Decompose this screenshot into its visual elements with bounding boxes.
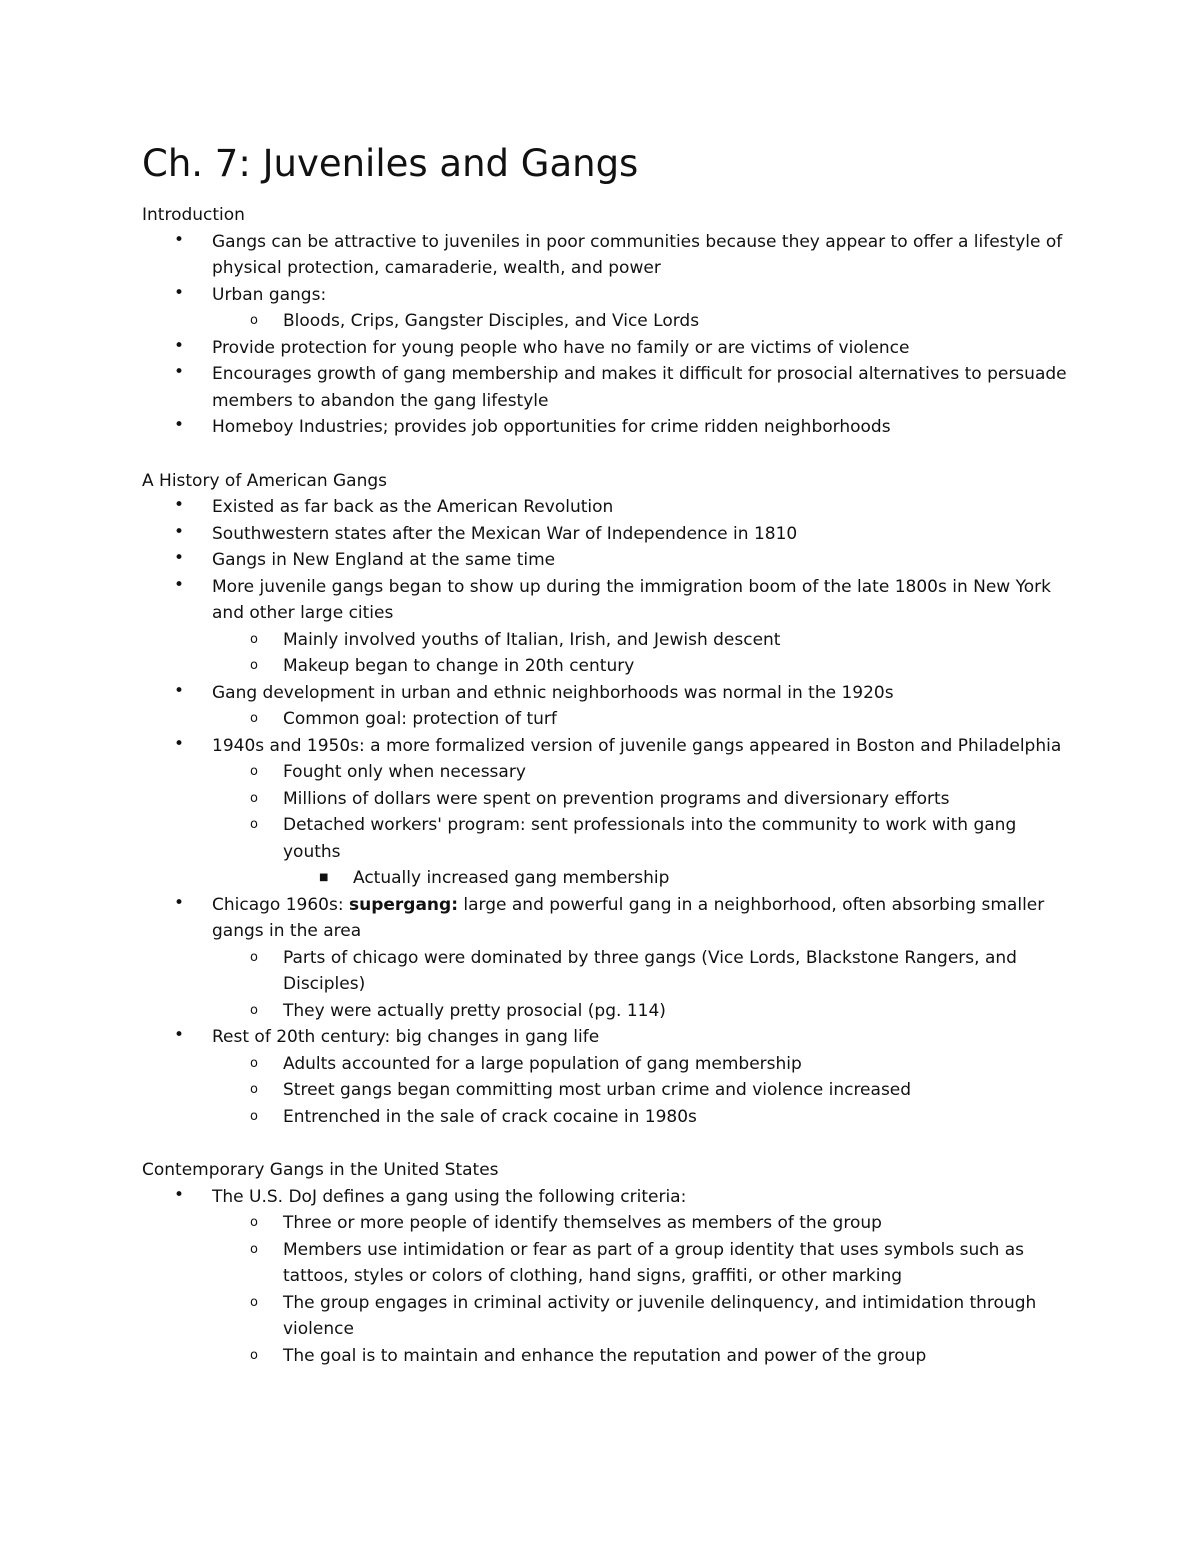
list-item: o The group engages in criminal activity or juvenile delinquency, and intimidation through violence xyxy=(142,1290,1072,1343)
bullet-disc-icon: • xyxy=(174,521,185,542)
list-item: • Gangs can be attractive to juveniles in poor communities because they appear to offer a lifestyle of physical protection, camaraderie, wealth, and power xyxy=(142,229,1072,282)
list-item: o Street gangs began committing most urban crime and violence increased xyxy=(142,1077,1072,1104)
bullet-disc-icon: • xyxy=(174,1025,185,1045)
bullet-list xyxy=(142,229,1072,441)
section-heading: A History of American Gangs xyxy=(142,470,388,491)
section-heading: Introduction xyxy=(142,205,245,225)
list-item: o Adults accounted for a large population of gang membership xyxy=(142,1051,1072,1078)
bullet-circle-icon: o xyxy=(250,1215,258,1230)
bullet-square-icon: ■ xyxy=(319,872,329,883)
list-item: • Provide protection for young people who have no family or are victims of violence xyxy=(142,335,1072,362)
list-item: • More juvenile gangs began to show up during the immigration boom of the late 1800s in New York and other large cities xyxy=(142,574,1072,627)
bullet-list xyxy=(142,494,1072,1130)
list-item: • Homeboy Industries; provides job opportunities for crime ridden neighborhoods xyxy=(142,414,1072,441)
bullet-circle-icon: o xyxy=(250,1347,258,1363)
list-item: • 1940s and 1950s: a more formalized version of juvenile gangs appeared in Boston and Philadelphia xyxy=(142,733,1072,760)
bullet-circle-icon: o xyxy=(250,1294,258,1310)
bullet-circle-icon: o xyxy=(250,764,258,779)
list-item: o Three or more people of identify themselves as members of the group xyxy=(142,1210,1072,1237)
document-page xyxy=(142,140,1072,1396)
bullet-disc-icon: • xyxy=(174,680,185,701)
list-item: • Southwestern states after the Mexican War of Independence in 1810 xyxy=(142,521,1072,548)
list-item: • Gang development in urban and ethnic neighborhoods was normal in the 1920s xyxy=(142,680,1072,707)
list-item: • Encourages growth of gang membership and makes it difficult for prosocial alternatives to persuade members to abandon the gang lifestyle xyxy=(142,361,1072,414)
bullet-circle-icon: o xyxy=(250,1082,258,1097)
bullet-circle-icon: o xyxy=(250,817,258,832)
list-item: o The goal is to maintain and enhance the reputation and power of the group xyxy=(142,1343,1072,1370)
bullet-disc-icon: • xyxy=(174,574,185,595)
list-item: o They were actually pretty prosocial (pg. 114) xyxy=(142,998,1072,1025)
bullet-circle-icon: o xyxy=(250,711,258,726)
list-item: o Fought only when necessary xyxy=(142,759,1072,786)
list-item: o Parts of chicago were dominated by three gangs (Vice Lords, Blackstone Rangers, and Disciples) xyxy=(142,945,1072,998)
page-title: Ch. 7: Juveniles and Gangs xyxy=(142,142,639,185)
bullet-disc-icon: • xyxy=(174,1184,185,1205)
list-item: • Rest of 20th century: big changes in gang life xyxy=(142,1024,1072,1051)
list-item: o Entrenched in the sale of crack cocaine in 1980s xyxy=(142,1104,1072,1131)
list-item: o Bloods, Crips, Gangster Disciples, and Vice Lords xyxy=(142,308,1072,335)
bullet-disc-icon: • xyxy=(174,548,185,568)
list-item: • Chicago 1960s: supergang: large and powerful gang in a neighborhood, often absorbing smaller gangs in the area xyxy=(142,892,1072,945)
section-heading: Contemporary Gangs in the United States xyxy=(142,1160,499,1180)
section-history xyxy=(142,468,1072,1131)
bullet-disc-icon: • xyxy=(174,335,185,356)
bullet-circle-icon: o xyxy=(250,1241,258,1257)
section-introduction xyxy=(142,202,1072,441)
bullet-list xyxy=(142,1184,1072,1370)
bullet-disc-icon: • xyxy=(174,415,185,435)
bullet-circle-icon: o xyxy=(250,790,258,806)
bullet-circle-icon: o xyxy=(250,313,258,328)
bullet-circle-icon: o xyxy=(250,1108,258,1124)
bullet-circle-icon: o xyxy=(250,1002,258,1018)
list-item: • Urban gangs: xyxy=(142,282,1072,309)
list-item: ■ Actually increased gang membership xyxy=(142,865,1072,892)
bullet-disc-icon: • xyxy=(174,282,185,303)
list-item: • Gangs in New England at the same time xyxy=(142,547,1072,574)
bullet-disc-icon: • xyxy=(174,892,185,913)
section-contemporary xyxy=(142,1157,1072,1369)
list-item: • Existed as far back as the American Revolution xyxy=(142,494,1072,521)
bullet-circle-icon: o xyxy=(250,658,258,673)
list-item: o Common goal: protection of turf xyxy=(142,706,1072,733)
list-item: o Makeup began to change in 20th century xyxy=(142,653,1072,680)
list-item: • The U.S. DoJ defines a gang using the following criteria: xyxy=(142,1184,1072,1211)
list-item: o Millions of dollars were spent on prevention programs and diversionary efforts xyxy=(142,786,1072,813)
list-item: o Mainly involved youths of Italian, Irish, and Jewish descent xyxy=(142,627,1072,654)
list-item: o Detached workers' program: sent professionals into the community to work with gang youths xyxy=(142,812,1072,865)
bullet-disc-icon: • xyxy=(174,495,185,515)
bullet-disc-icon: • xyxy=(174,229,185,250)
list-item: o Members use intimidation or fear as part of a group identity that uses symbols such as tattoos, styles or colors of clothing, hand signs, graffiti, or other marking xyxy=(142,1237,1072,1290)
bold-term: supergang: xyxy=(348,894,458,915)
bullet-circle-icon: o xyxy=(250,1055,258,1071)
bullet-circle-icon: o xyxy=(250,631,258,647)
bullet-disc-icon: • xyxy=(174,362,185,382)
bullet-disc-icon: • xyxy=(174,733,185,754)
bullet-circle-icon: o xyxy=(250,949,258,965)
